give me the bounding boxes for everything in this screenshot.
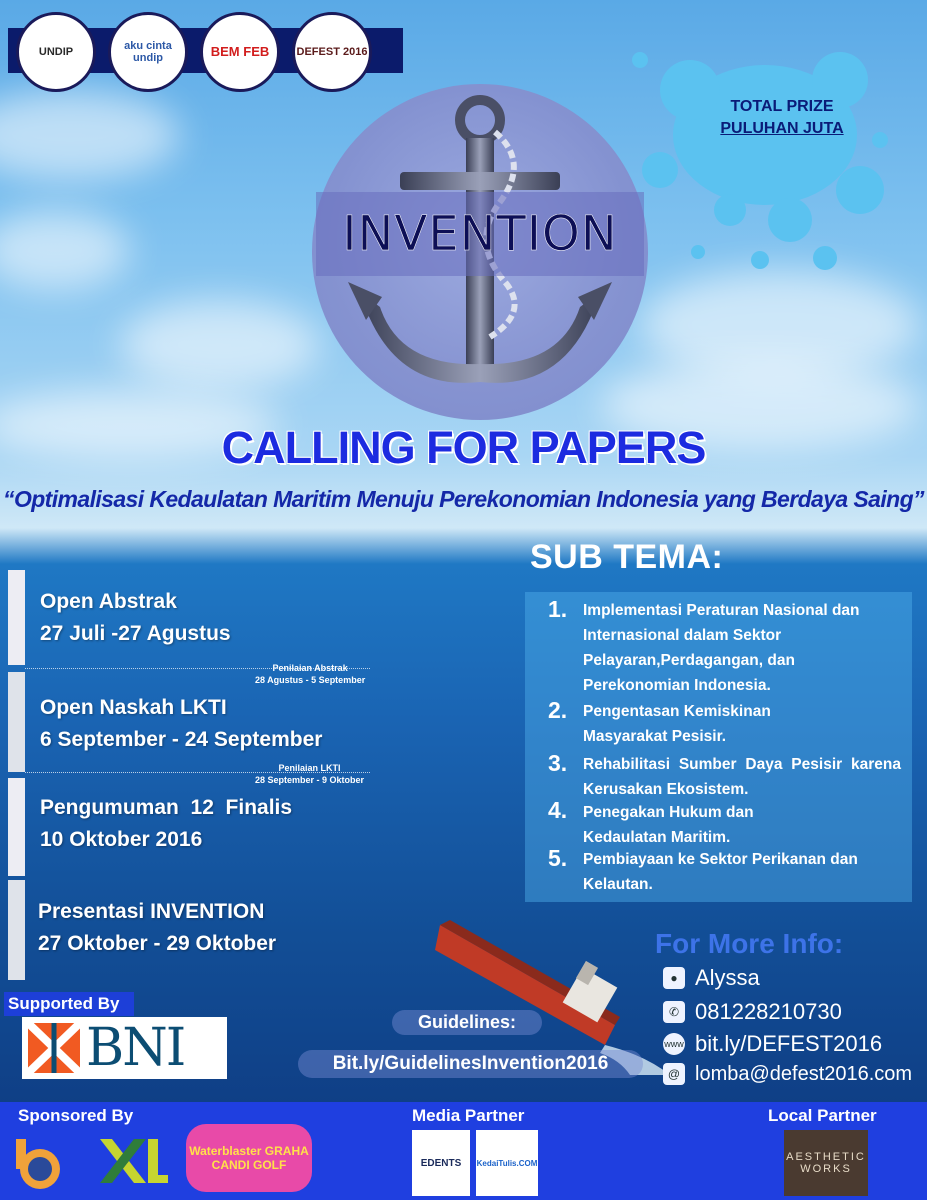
timeline-bar (8, 778, 25, 876)
timeline-bar (8, 672, 25, 772)
bem-feb-logo (200, 12, 280, 92)
subtema-title: SUB TEMA: (530, 538, 724, 576)
calling-for-papers-heading: CALLING FOR PAPERS (221, 422, 706, 473)
defest-text: DEFEST 2016 (296, 45, 368, 58)
timeline-date: 27 Juli -27 Agustus (40, 622, 231, 645)
waterblaster-text: Waterblaster GRAHA CANDI GOLF (189, 1144, 309, 1172)
note-title: Penilaian LKTI (278, 763, 341, 773)
web-row[interactable] (663, 1030, 882, 1058)
timeline-title: Pengumuman 12 Finalis (40, 796, 293, 819)
invention-title: INVENTION (342, 206, 618, 262)
phone-row (663, 998, 842, 1026)
supported-by-label: Supported By (4, 992, 134, 1016)
edents-logo (412, 1130, 470, 1196)
email-link[interactable]: lomba@defest2016.com (695, 1062, 913, 1085)
waterblaster-logo (186, 1124, 312, 1192)
contact-row (663, 964, 760, 992)
kedaitulis-logo (476, 1130, 538, 1196)
timeline-bar (8, 570, 25, 665)
subtema-number: 4. (548, 797, 568, 823)
timeline-item (40, 792, 292, 856)
timeline-bar (8, 880, 25, 980)
subtema-number: 3. (548, 750, 568, 776)
subtema-text: Pembiayaan ke Sektor Perikanan dan Kelautan. (583, 851, 858, 893)
bni-mark-icon (28, 1023, 80, 1073)
bni-name: BNI (86, 1018, 185, 1078)
aesthetic-works-logo (784, 1130, 868, 1196)
defest-logo (292, 12, 372, 92)
phone-number: 081228210730 (695, 999, 842, 1024)
subtema-text: Implementasi Peraturan Nasional dan Internasional dalam Sektor Pelayaran,Perdagangan, dan Perekonomian Indonesia. (583, 602, 860, 694)
guidelines-link[interactable]: Bit.ly/GuidelinesInvention2016 (298, 1050, 643, 1078)
subtema-text: Rehabilitasi Sumber Daya Pesisir karena Kerusakan Ekosistem. (583, 756, 901, 798)
edents-text: EDENTS (420, 1157, 462, 1169)
subtema-number: 5. (548, 845, 568, 871)
undip-logo (16, 12, 96, 92)
xl-logo (92, 1130, 172, 1192)
note-title: Penilaian Abstrak (272, 663, 348, 673)
bem-feb-text: BEM FEB (210, 43, 270, 59)
aku-cinta-undip-text: aku cinta undip (124, 39, 172, 64)
xl-mark-icon (94, 1133, 170, 1189)
person-icon: ● (663, 967, 685, 989)
note-date: 28 Agustus - 5 September (255, 675, 366, 685)
phone-icon: ✆ (663, 1001, 685, 1023)
aku-cinta-undip-logo (108, 12, 188, 92)
undip-logo-text: UNDIP (38, 45, 74, 58)
media-partner-label: Media Partner (412, 1106, 525, 1125)
splash-shape (630, 20, 890, 280)
total-prize (692, 96, 872, 139)
timeline-item (38, 896, 276, 960)
sponsored-by-label: Sponsored By (18, 1106, 134, 1125)
cloud (120, 300, 320, 390)
contact-name: Alyssa (695, 965, 760, 990)
note-date: 28 September - 9 Oktober (255, 775, 365, 785)
timeline-date: 6 September - 24 September (40, 728, 323, 751)
aesthetic-works-text: AESTHETIC WORKS (786, 1151, 866, 1175)
timeline-title: Presentasi INVENTION (38, 900, 265, 923)
perhutani-emblem-icon (10, 1133, 70, 1193)
bni-logo (22, 1017, 227, 1079)
timeline-date: 27 Oktober - 29 Oktober (38, 932, 277, 955)
perhutani-logo (8, 1130, 72, 1196)
subtema-text: Pengentasan Kemiskinan Masyarakat Pesisir. (583, 703, 771, 745)
more-info-title: For More Info: (655, 928, 844, 959)
guidelines-label: Guidelines: (392, 1010, 542, 1035)
subtema-number: 1. (548, 596, 568, 622)
timeline-note (255, 662, 365, 686)
prize-line1: TOTAL PRIZE (730, 98, 834, 115)
cloud (0, 210, 130, 290)
local-partner-label: Local Partner (768, 1106, 877, 1125)
email-icon: @ (663, 1063, 685, 1085)
timeline-title: Open Abstrak (40, 590, 177, 613)
prize-line2: PULUHAN JUTA (720, 119, 844, 137)
timeline-note (255, 762, 364, 786)
kedaitulis-text: KedaiTulis.COM (476, 1158, 538, 1168)
cloud (0, 90, 180, 180)
theme-tagline: “Optimalisasi Kedaulatan Maritim Menuju Perekonomian Indonesia yang Berdaya Saing” (3, 486, 924, 512)
subtema-text: Penegakan Hukum dan Kedaulatan Maritim. (583, 804, 754, 846)
timeline-item (40, 692, 322, 756)
web-link[interactable]: bit.ly/DEFEST2016 (695, 1031, 883, 1056)
timeline-title: Open Naskah LKTI (40, 696, 227, 719)
timeline-item (40, 586, 231, 650)
email-row[interactable] (663, 1060, 912, 1088)
globe-icon: www (663, 1033, 685, 1055)
timeline-date: 10 Oktober 2016 (40, 828, 203, 851)
subtema-number: 2. (548, 697, 568, 723)
